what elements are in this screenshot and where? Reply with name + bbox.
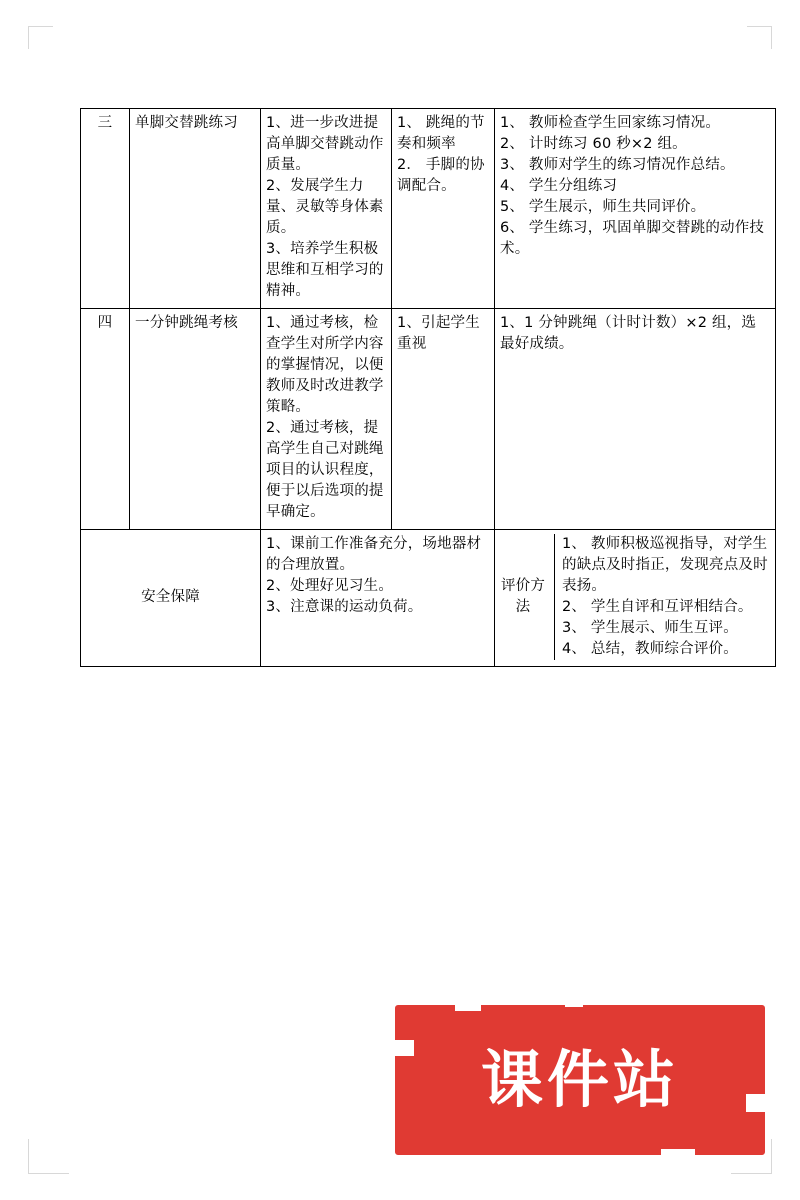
row-points-cell [392,309,495,530]
page-corner-mark-bottom-left [28,1139,69,1174]
org-line: 1、 教师检查学生回家练习情况。 [500,115,721,131]
goal-line: 1、进一步改进提高单脚交替跳动作质量。 [266,115,384,174]
evaluation-label: 评价方法 [500,577,546,616]
table-row [81,309,776,530]
safety-label-cell: 安全保障 [81,530,261,667]
point-line: 1、引起学生重视 [397,315,480,353]
goal-line: 3、培养学生积极思维和互相学习的精神。 [266,241,384,300]
evaluation-line: 4、 总结，教师综合评价。 [562,641,738,658]
stamp-notch [661,1149,695,1163]
row-goals-cell [261,309,392,530]
watermark-stamp [395,1005,765,1155]
stamp-text: 课件站 [480,1043,679,1116]
lesson-plan-table [80,108,776,667]
stamp-frame [395,1005,765,1155]
row-goals-cell [261,109,392,309]
evaluation-line: 1、 教师积极巡视指导，对学生的缺点及时指正，发现亮点及时表扬。 [562,536,768,595]
safety-line: 2、处理好见习生。 [266,578,394,595]
goal-line: 2、发展学生力量、灵敏等身体素质。 [266,178,384,237]
table-row [81,109,776,309]
row-name-cell: 一分钟跳绳考核 [130,309,261,530]
safety-line: 1、课前工作准备充分，场地器材的合理放置。 [266,536,482,574]
org-line: 4、 学生分组练习 [500,178,618,195]
goal-line: 1、通过考核，检查学生对所学内容的掌握情况，以便教师及时改进教学策略。 [266,315,384,416]
point-line: 2． 手脚的协调配合。 [397,157,485,195]
point-line: 1、 跳绳的节奏和频率 [397,115,485,153]
goal-line: 2、通过考核，提高学生自己对跳绳项目的认识程度，便于以后选项的提早确定。 [266,420,384,521]
org-line: 6、 学生练习，巩固单脚交替跳的动作技术。 [500,220,765,258]
org-line: 5、 学生展示，师生共同评价。 [500,199,706,216]
table-footer-row [81,530,776,667]
page-corner-mark-top-left [28,26,53,49]
org-line: 2、 计时练习 60 秒×2 组。 [500,136,687,153]
evaluation-line: 3、 学生展示、师生互评。 [562,620,738,637]
row-organization-cell [495,109,776,309]
stamp-notch [565,997,583,1007]
stamp-notch [455,997,481,1011]
row-points-cell [392,109,495,309]
org-line: 1、1 分钟跳绳（计时计数）×2 组，选最好成绩。 [500,315,757,353]
safety-content-cell [261,530,495,667]
evaluation-content-cell [495,530,776,667]
evaluation-line: 2、 学生自评和互评相结合。 [562,599,753,616]
row-index-cell: 三 [81,109,130,309]
safety-line: 3、注意课的运动负荷。 [266,599,423,616]
row-name-cell: 单脚交替跳练习 [130,109,261,309]
org-line: 3、 教师对学生的练习情况作总结。 [500,157,735,174]
page-corner-mark-top-right [747,26,772,49]
row-organization-cell [495,309,776,530]
row-index-cell: 四 [81,309,130,530]
